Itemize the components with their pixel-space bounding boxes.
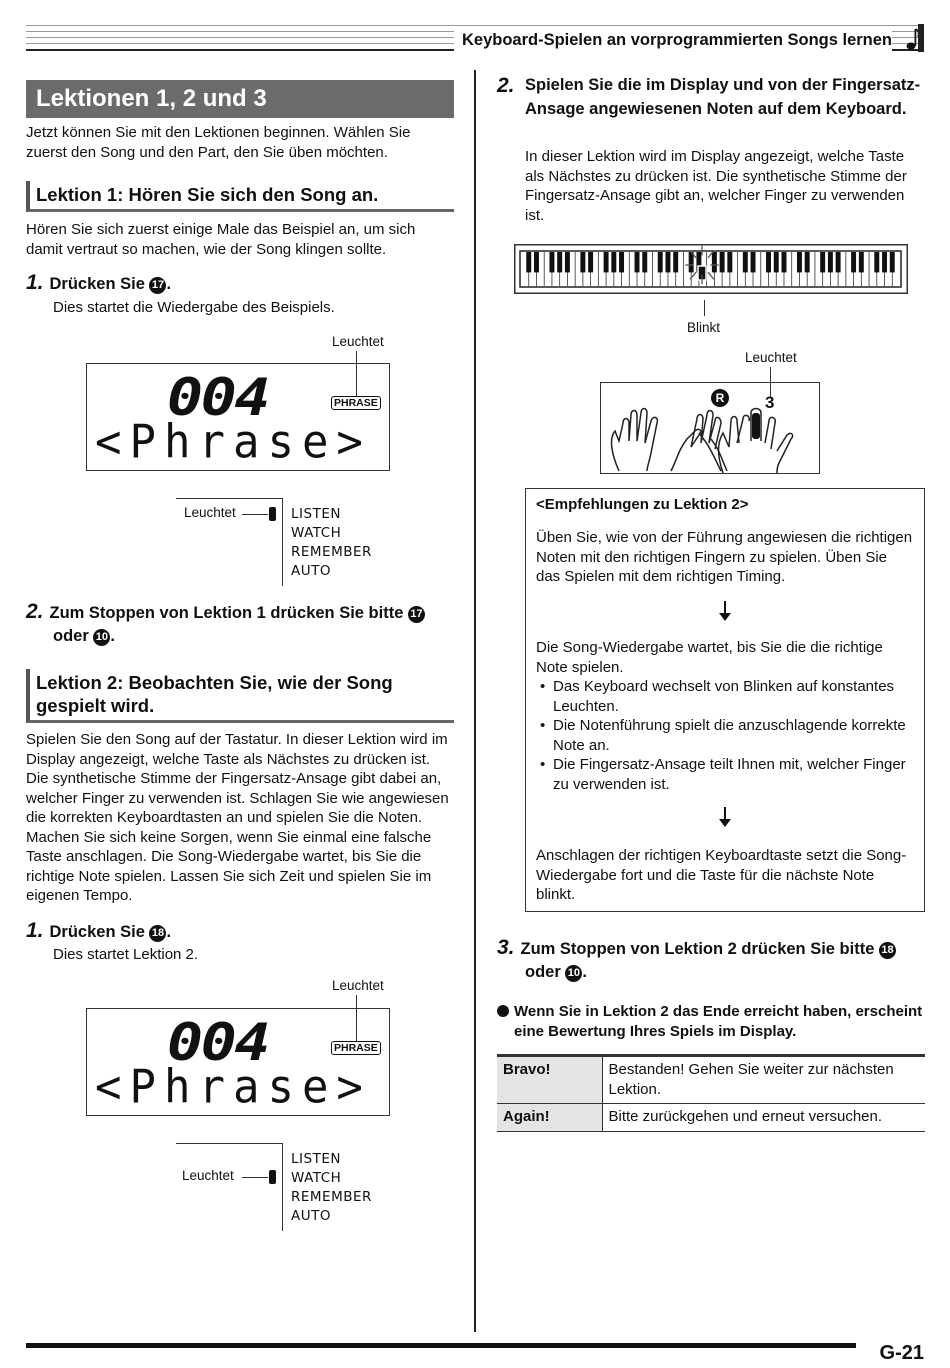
lcd-number: 004 — [167, 1013, 269, 1073]
black-key — [797, 252, 802, 272]
lesson2-step1-desc: Dies startet Lektion 2. — [53, 946, 199, 963]
lcd-display — [86, 1008, 390, 1116]
black-key — [774, 252, 779, 272]
button-10-icon: 10 — [93, 629, 110, 646]
box-title: <Empfehlungen zu Lektion 2> — [536, 496, 749, 513]
mode-auto: AUTO — [291, 1208, 331, 1224]
end-note-text: Wenn Sie in Lektion 2 das Ende erreicht haben, erscheint eine Bewertung Ihres Spiels im Display. — [514, 1003, 923, 1040]
lesson2-step3: 3. Zum Stoppen von Lektion 2 drücken Sie bitte 18 oder 10 . — [497, 936, 925, 984]
header-title: Keyboard-Spielen an vorprogrammierten Songs lernen — [454, 29, 892, 51]
step-number: 1. — [26, 271, 44, 294]
black-key — [565, 252, 570, 272]
lesson2-step2 — [497, 74, 925, 121]
staff-end-bar — [918, 24, 924, 52]
table-row — [497, 1056, 925, 1104]
black-key — [805, 252, 810, 272]
lesson1-step2: 2. Zum Stoppen von Lektion 1 drücken Sie bitte 17 oder 10 . — [26, 600, 454, 648]
mode-indicator — [269, 1170, 276, 1184]
black-key — [635, 252, 640, 272]
step-number: 3. — [497, 936, 515, 959]
page-number: G-21 — [879, 1342, 924, 1364]
mode-remember: REMEMBER — [291, 1189, 372, 1205]
black-key — [751, 252, 756, 272]
black-key — [820, 252, 825, 272]
label-lit: Leuchtet — [332, 334, 384, 349]
mode-list — [284, 505, 414, 595]
lesson2-step2-desc: In dieser Lektion wird im Display angezeigt, welche Taste als Nächstes zu drücken ist. Die synthetische Stimme der Fingersatz-Ansage gibt an, welcher Finger zu verwenden ist. — [525, 148, 907, 224]
recommendations-box — [525, 488, 925, 912]
black-key — [526, 252, 531, 272]
black-key — [727, 252, 732, 272]
result-table — [497, 1054, 925, 1132]
label-lit: Leuchtet — [332, 978, 384, 993]
lesson2-step1: 1. Drücken Sie 18 . — [26, 919, 172, 942]
box-paragraph-1: Üben Sie, wie von der Führung angewiesen die richtigen Noten mit den richtigen Fingern zu spielen. Üben Sie das Spielen mit dem richtigen Timing. — [536, 529, 913, 585]
black-key — [580, 252, 585, 272]
black-key — [549, 252, 554, 272]
mode-watch: WATCH — [291, 1170, 342, 1186]
black-key — [619, 252, 624, 272]
step-text-or: oder — [53, 627, 89, 645]
black-key — [851, 252, 856, 272]
result-cell: Bravo! — [497, 1056, 602, 1104]
right-hand-badge: R — [711, 389, 729, 407]
step-text: Zum Stoppen von Lektion 2 drücken Sie bitte — [520, 940, 875, 958]
black-key — [874, 252, 879, 272]
phrase-badge: PHRASE — [331, 1041, 381, 1055]
button-17-icon: 17 — [408, 606, 425, 623]
bullet-item: • Das Keyboard wechselt von Blinken auf konstantes Leuchten. — [536, 677, 914, 716]
hands-illustration — [600, 382, 820, 474]
step-number: 1. — [26, 919, 44, 942]
bullet-item: • Die Fingersatz-Ansage teilt Ihnen mit, welcher Finger zu verwenden ist. — [536, 755, 914, 794]
black-key — [743, 252, 748, 272]
box-paragraph-2: Die Song-Wiedergabe wartet, bis Sie die die richtige Note spielen. — [536, 639, 883, 676]
result-cell: Again! — [497, 1104, 602, 1132]
black-key — [836, 252, 841, 272]
label-lit-finger: Leuchtet — [745, 350, 797, 365]
step-number: 2. — [497, 74, 515, 97]
black-key — [766, 252, 771, 272]
lesson1-step1-desc: Dies startet die Wiedergabe des Beispiels. — [53, 299, 335, 316]
lesson1-text: Hören Sie sich zuerst einige Male das Beispiel an, um sich damit vertraut so machen, wie der Song klingen sollte. — [26, 221, 416, 258]
black-key — [534, 252, 539, 272]
lcd-phrase: <Phrase> — [95, 415, 371, 470]
step-text: Drücken Sie — [49, 923, 145, 941]
black-key — [712, 252, 717, 272]
black-key — [604, 252, 609, 272]
label-lit-mode: Leuchtet — [184, 505, 236, 520]
black-key — [588, 252, 593, 272]
box-paragraph-3: Anschlagen der richtigen Keyboardtaste setzt die Song-Wiedergabe fort und die Taste für die nächste Note blinkt. — [536, 847, 907, 903]
column-divider — [474, 70, 476, 1332]
lcd-display — [86, 363, 390, 471]
step-text: Zum Stoppen von Lektion 1 drücken Sie bitte — [49, 604, 404, 622]
step-text-or: oder — [525, 963, 561, 981]
black-key — [828, 252, 833, 272]
intro-text: Jetzt können Sie mit den Lektionen beginnen. Wählen Sie zuerst den Song und den Part, den Sie üben möchten. — [26, 124, 411, 161]
button-18-icon: 18 — [879, 942, 896, 959]
lesson2-heading: Lektion 2: Beobachten Sie, wie der Song gespielt wird. — [26, 669, 454, 723]
black-key — [882, 252, 887, 272]
black-key — [665, 252, 670, 272]
mode-list — [284, 1150, 414, 1240]
finger-number: 3 — [765, 393, 775, 412]
bullet-item: • Die Notenführung spielt die anzuschlagende korrekte Note an. — [536, 716, 914, 755]
mode-indicator — [269, 507, 276, 521]
mode-remember: REMEMBER — [291, 544, 372, 560]
end-note — [497, 1002, 925, 1041]
step-text: Drücken Sie — [49, 275, 145, 293]
button-10-icon: 10 — [565, 965, 582, 982]
label-blinks: Blinkt — [687, 320, 721, 335]
button-17-icon: 17 — [149, 277, 166, 294]
lesson2-text: Spielen Sie den Song auf der Tastatur. In dieser Lektion wird im Display angezeigt, welche Taste als Nächstes zu drücken ist. Die synthetische Stimme der Fingersatz-Ansage gibt dabei an, welcher Finger zu verwenden ist. Schlagen Sie wie angewiesen die korrekten Keyboardtasten an und spielen Sie die Noten. Machen Sie sich keine Sorgen, wenn Sie einmal eine falsche Taste anschlagen. Die Song-Wiedergabe wartet, bis Sie die richtige Note spielen. Lassen Sie sich Zeit und spielen Sie im eigenen Tempo. — [26, 731, 449, 904]
lesson1-heading: Lektion 1: Hören Sie sich den Song an. — [26, 181, 454, 212]
black-key — [658, 252, 663, 272]
lcd-phrase: <Phrase> — [95, 1060, 371, 1115]
black-key — [557, 252, 562, 272]
lcd-number: 004 — [167, 368, 269, 428]
mode-listen: LISTEN — [291, 506, 341, 522]
black-key — [611, 252, 616, 272]
mode-watch: WATCH — [291, 525, 342, 541]
mode-auto: AUTO — [291, 563, 331, 579]
black-key — [859, 252, 864, 272]
black-key — [890, 252, 895, 272]
keyboard-illustration — [514, 244, 908, 294]
bullet-dot-icon — [497, 1005, 509, 1017]
phrase-badge: PHRASE — [331, 396, 381, 410]
black-key — [673, 252, 678, 272]
black-key — [782, 252, 787, 272]
step-title: Spielen Sie die im Display und von der Fingersatz-Ansage angewiesenen Noten auf dem Keyboard. — [525, 76, 921, 118]
box-bullets — [536, 677, 914, 794]
meaning-cell: Bestanden! Gehen Sie weiter zur nächsten Lektion. — [602, 1056, 925, 1104]
button-18-icon: 18 — [149, 925, 166, 942]
table-row — [497, 1104, 925, 1132]
hands-icon — [601, 383, 819, 473]
lesson1-step1: 1. Drücken Sie 17 . — [26, 271, 172, 294]
step-number: 2. — [26, 600, 44, 623]
section-title: Lektionen 1, 2 und 3 — [26, 80, 454, 118]
black-key — [720, 252, 725, 272]
footer-bar — [26, 1343, 856, 1348]
meaning-cell: Bitte zurückgehen und erneut versuchen. — [602, 1104, 925, 1132]
black-key — [642, 252, 647, 272]
mode-listen: LISTEN — [291, 1151, 341, 1167]
label-lit-mode: Leuchtet — [182, 1168, 234, 1183]
